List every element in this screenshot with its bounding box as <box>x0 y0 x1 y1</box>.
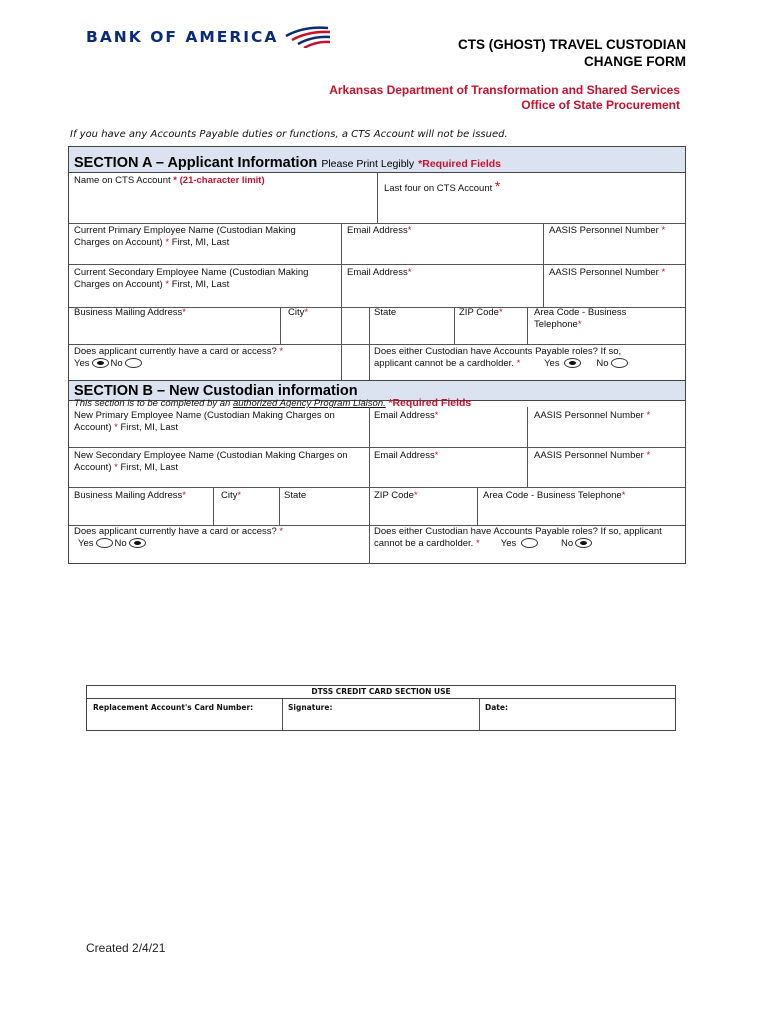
section-a-title: SECTION A – Applicant Information <box>74 155 318 171</box>
flag-icon <box>282 26 332 48</box>
card-question-b: Does applicant currently have a card or access? * <box>74 526 284 537</box>
new-primary-email-label: Email Address* <box>374 410 439 421</box>
card-yes-radio-b[interactable] <box>96 538 113 548</box>
new-secondary-name-label: New Secondary Employee Name (Custodian Making Charges on Account) * First, MI, Last <box>74 450 348 473</box>
form-title-line2: CHANGE FORM <box>584 54 686 69</box>
new-state-label: State <box>284 490 307 501</box>
agency-line1: Arkansas Department of Transformation and Shared Services <box>329 83 680 97</box>
signature-label: Signature: <box>288 703 333 712</box>
card-options-a: Yes No <box>74 358 144 370</box>
card-question-a: Does applicant currently have a card or access? * <box>74 346 284 357</box>
created-date: Created 2/4/21 <box>86 941 166 955</box>
form-box <box>68 146 686 564</box>
card-no-radio-a[interactable] <box>125 358 142 368</box>
bank-logo <box>86 26 332 48</box>
dtss-section <box>86 685 676 731</box>
primary-name-label: Current Primary Employee Name (Custodian Making Charges on Account) * First, MI, Last <box>74 225 296 248</box>
primary-email-label: Email Address* <box>347 225 412 236</box>
logo-text: BANK OF AMERICA <box>86 28 279 46</box>
liaison-link[interactable]: authorized Agency Program Liaison. <box>232 398 386 409</box>
disclaimer-text: If you have any Accounts Payable duties or functions, a CTS Account will not be issued. <box>70 129 508 140</box>
last-four-label: Last four on CTS Account * <box>384 178 501 194</box>
section-b-title: SECTION B – New Custodian information <box>74 383 358 399</box>
new-primary-name-label: New Primary Employee Name (Custodian Making Charges on Account) * First, MI, Last <box>74 410 335 433</box>
name-limit-note: * (21-character limit) <box>173 175 265 186</box>
card-no-radio-b[interactable] <box>129 538 146 548</box>
replacement-card-label: Replacement Account's Card Number: <box>93 703 254 712</box>
secondary-aasis-label: AASIS Personnel Number * <box>549 267 666 278</box>
agency-line2: Office of State Procurement <box>521 98 680 112</box>
new-mailing-address-label: Business Mailing Address* <box>74 490 186 501</box>
ap-question-b: Does either Custodian have Accounts Payable roles? If so, applicant cannot be a cardholder. * Yes No <box>374 526 662 549</box>
form-title-line1: CTS (GHOST) TRAVEL CUSTODIAN <box>457 37 686 52</box>
new-secondary-email-label: Email Address* <box>374 450 439 461</box>
section-a-subtitle: Please Print Legibly <box>321 158 415 170</box>
name-on-account-label: Name on CTS Account * (21-character limit) <box>74 175 265 186</box>
new-city-label: City* <box>221 490 242 501</box>
secondary-email-label: Email Address* <box>347 267 412 278</box>
section-b-note: This section is to be completed by an authorized Agency Program Liaison. *Required Fields <box>74 397 472 409</box>
dtss-title: DTSS CREDIT CARD SECTION USE <box>87 686 675 699</box>
section-a-header <box>69 147 685 173</box>
ap-yes-radio-a[interactable] <box>564 358 581 368</box>
ap-yes-radio-b[interactable] <box>521 538 538 548</box>
secondary-name-label: Current Secondary Employee Name (Custodian Making Charges on Account) * First, MI, Last <box>74 267 309 290</box>
card-yes-radio-a[interactable] <box>92 358 109 368</box>
ap-question-a: Does either Custodian have Accounts Payable roles? If so, applicant cannot be a cardholder. * Yes No <box>374 346 659 370</box>
ap-no-radio-a[interactable] <box>611 358 628 368</box>
phone-label: Area Code - Business Telephone* <box>534 307 627 330</box>
new-phone-label: Area Code - Business Telephone* <box>483 490 626 501</box>
new-secondary-aasis-label: AASIS Personnel Number * <box>534 450 651 461</box>
section-a-required: *Required Fields <box>418 158 502 170</box>
mailing-address-label: Business Mailing Address* <box>74 307 186 318</box>
card-options-b: Yes No <box>78 538 148 550</box>
new-primary-aasis-label: AASIS Personnel Number * <box>534 410 651 421</box>
ap-no-radio-b[interactable] <box>575 538 592 548</box>
date-label: Date: <box>485 703 508 712</box>
city-label: City* <box>288 307 309 318</box>
form-title <box>458 36 686 70</box>
primary-aasis-label: AASIS Personnel Number * <box>549 225 666 236</box>
agency-name <box>329 83 680 113</box>
state-label: State <box>374 307 397 318</box>
new-zip-label: ZIP Code* <box>374 490 418 501</box>
zip-label: ZIP Code* <box>459 307 503 318</box>
